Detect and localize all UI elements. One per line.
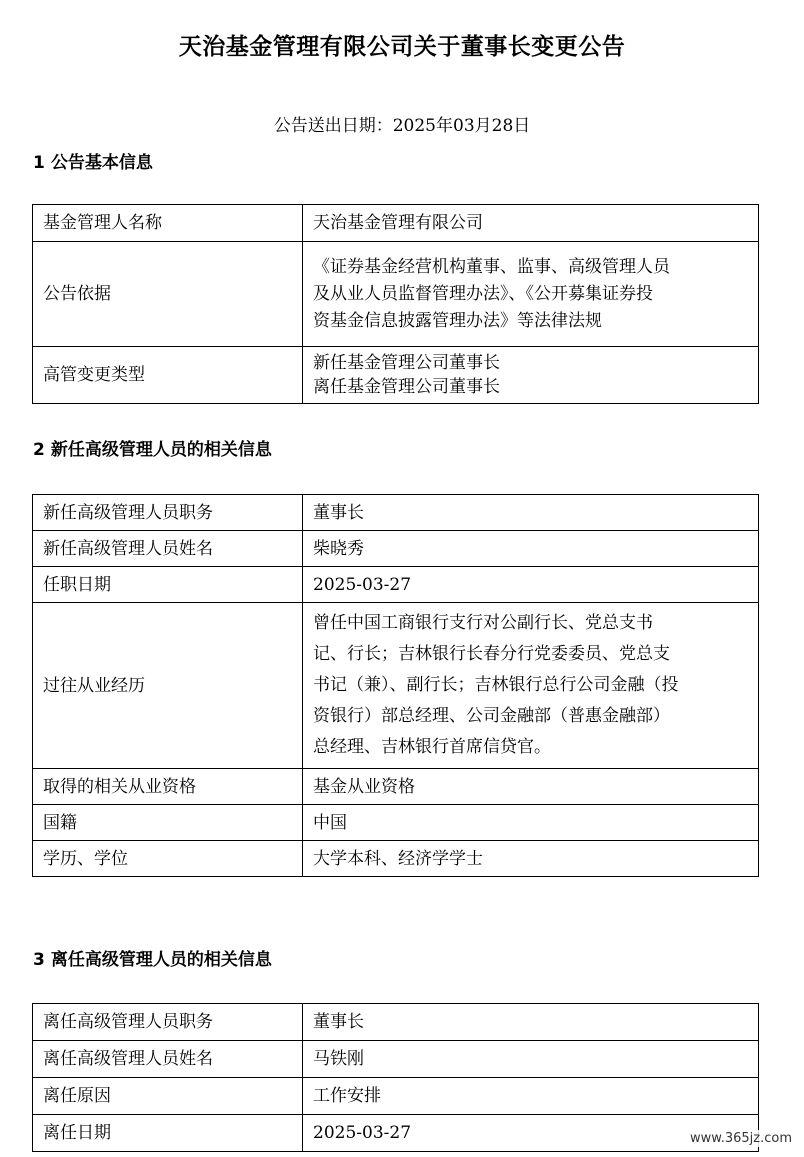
- basic-info-table: [32, 204, 759, 404]
- new-manager-table: [32, 494, 759, 877]
- section-number: 3: [33, 950, 45, 970]
- row-label: 离任高级管理人员姓名: [33, 1041, 303, 1078]
- row-label: 取得的相关从业资格: [33, 769, 303, 805]
- table-row: [33, 495, 759, 531]
- value-line: 总经理、吉林银行首席信贷官。: [313, 737, 551, 757]
- value-line: 资基金信息披露管理办法》等法律法规: [313, 310, 602, 331]
- row-value: 中国: [303, 805, 759, 841]
- value-line: 资银行）部总经理、公司金融部（普惠金融部）: [313, 706, 670, 726]
- row-label: 离任原因: [33, 1078, 303, 1115]
- document-title: 天治基金管理有限公司关于董事长变更公告: [178, 34, 626, 60]
- row-value: 工作安排: [303, 1078, 759, 1115]
- watermark: www.365jz.com: [686, 1130, 796, 1147]
- section-title: 公告基本信息: [50, 153, 153, 173]
- table-row: [33, 1115, 759, 1152]
- table-row: [33, 769, 759, 805]
- table-row: [33, 603, 759, 769]
- row-label: 高管变更类型: [33, 347, 303, 404]
- row-label: 公告依据: [33, 242, 303, 347]
- value-line: 曾任中国工商银行支行对公副行长、党总支书: [313, 613, 653, 633]
- section-number: 1: [33, 153, 45, 173]
- row-label: 新任高级管理人员姓名: [33, 531, 303, 567]
- table-row: [33, 1004, 759, 1041]
- row-label: 离任日期: [33, 1115, 303, 1152]
- table-row: [33, 567, 759, 603]
- former-manager-table: [32, 1003, 759, 1152]
- row-value: 董事长: [303, 495, 759, 531]
- table-row: [33, 1078, 759, 1115]
- section-3-heading: [33, 945, 272, 970]
- value-line: 《证券基金经营机构董事、监事、高级管理人员: [313, 256, 670, 277]
- table-row: [33, 841, 759, 877]
- table-row: [33, 531, 759, 567]
- value-line: 书记（兼）、副行长；吉林银行总行公司金融（投: [313, 675, 679, 695]
- row-value: [303, 347, 759, 404]
- send-date: 公告送出日期：2025年03月28日: [273, 116, 531, 136]
- value-line: 记、行长；吉林银行长春分行党委委员、党总支: [313, 644, 670, 664]
- row-value: 2025-03-27: [303, 1115, 759, 1152]
- row-value: [303, 242, 759, 347]
- value-line: 离任基金管理公司董事长: [313, 377, 500, 397]
- value-line: 及从业人员监督管理办法》、《公开募集证券投: [313, 283, 653, 304]
- row-label: 新任高级管理人员职务: [33, 495, 303, 531]
- table-row: [33, 242, 759, 347]
- row-label: 学历、学位: [33, 841, 303, 877]
- row-value: 2025-03-27: [303, 567, 759, 603]
- table-row: [33, 1041, 759, 1078]
- row-label: 离任高级管理人员职务: [33, 1004, 303, 1041]
- table-row: [33, 347, 759, 404]
- row-label: 基金管理人名称: [33, 205, 303, 242]
- row-label: 过往从业经历: [33, 603, 303, 769]
- row-value: 马铁刚: [303, 1041, 759, 1078]
- table-row: [33, 805, 759, 841]
- section-2-heading: [33, 435, 272, 460]
- table-row: [33, 205, 759, 242]
- row-value: [303, 603, 759, 769]
- value-line: 新任基金管理公司董事长: [313, 353, 500, 373]
- row-value: 董事长: [303, 1004, 759, 1041]
- row-value: 柴晓秀: [303, 531, 759, 567]
- section-title: 离任高级管理人员的相关信息: [50, 950, 272, 970]
- row-label: 任职日期: [33, 567, 303, 603]
- row-value: 天治基金管理有限公司: [303, 205, 759, 242]
- section-number: 2: [33, 440, 45, 460]
- row-label: 国籍: [33, 805, 303, 841]
- section-title: 新任高级管理人员的相关信息: [50, 440, 272, 460]
- row-value: 基金从业资格: [303, 769, 759, 805]
- row-value: 大学本科、经济学学士: [303, 841, 759, 877]
- section-1-heading: [33, 148, 153, 173]
